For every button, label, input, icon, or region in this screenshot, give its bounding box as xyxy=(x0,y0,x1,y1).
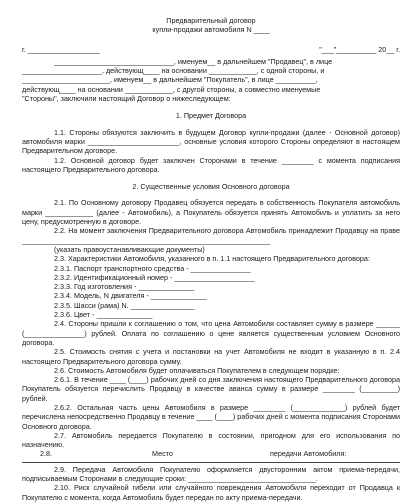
clause-1-1: 1.1. Стороны обязуются заключить в будущем Договор купли-продажи (далее - Основной договор) автомобиля марки _______________________, основные условия которого Стороны определяют в настоящем Предварительном договоре. xyxy=(22,127,400,156)
clause-2-8-number: 2.8. xyxy=(40,449,52,459)
clause-2-6-1: 2.6.1. В течение ____ (____) рабочих дней со дня заключения настоящего Предварительного договора Покупатель обязуется перечислить Продавцу в качестве аванса сумму в размере ________ (_________) рублей. xyxy=(22,375,400,403)
characteristic-item: 2.3.1. Паспорт транспортного средства - _______________ xyxy=(54,263,251,273)
clause-2-5: 2.5. Стоимость снятия с учета и постановки на учет Автомобиля не входит в указанную в п. 2.4 настоящего Предварительного договора сумму. xyxy=(22,347,400,366)
document-title: Предварительный договор xyxy=(166,16,256,25)
characteristic-item: 2.3.5. Шасси (рама) N. ________________ xyxy=(54,300,195,310)
city-date-row xyxy=(22,45,400,54)
clause-2-6: 2.6. Стоимость Автомобиля будет оплачиваться Покупателем в следующем порядке: xyxy=(54,365,340,375)
parties-preamble xyxy=(22,57,400,103)
date-field: "___"__________ 20__ г. xyxy=(319,44,400,54)
clause-2-7: 2.7. Автомобиль передается Покупателю в состоянии, пригодном для его использования по назначению. xyxy=(22,430,400,450)
preamble-line: "Стороны", заключили настоящий Договор о нижеследующем: xyxy=(22,94,231,104)
preamble-line: ______________________________, именуем__ в дальнейшем "Продавец", в лице xyxy=(54,56,333,66)
clause-2-6-2: 2.6.2. Остальная часть цены Автомобиля в размере ________ (_____________) рублей будет перечислена непосредственно Продавцу в течение ____ (____) рабочих дней с момента подписания Сторонами Основного договора. xyxy=(22,402,400,431)
section-heading: 2. Существенные условия Основного договора xyxy=(132,182,290,192)
clause-2-10: 2.10. Риск случайной гибели или случайного повреждения Автомобиля переходит от Продавца к Покупателю с момента, когда Автомобиль будет передан по акту приема-передачи. xyxy=(22,483,400,502)
vehicle-characteristics-list xyxy=(22,264,400,320)
clause-2-8 xyxy=(22,449,400,458)
clause-2-8-transfer: передачи Автомобиля: xyxy=(270,449,347,459)
clause-2-1: 2.1. По Основному договору Продавец обязуется передать в собственность Покупателя автомобиль марки ____________ (далее - Автомобиль), а Покупатель обязуется принять Автомобиль и уплатить за него цену, предусмотренную в договоре. xyxy=(22,198,400,227)
preamble-line: ______________________, именуем__ в дальнейшем "Покупатель", в лице __________, xyxy=(22,75,318,85)
characteristic-item: 2.3.3. Год изготовления - ______________ xyxy=(54,282,195,292)
clause-2-8-place: Место xyxy=(152,449,173,459)
clause-2-4: 2.4. Стороны пришли к соглашению о том, что цена Автомобиля составляет сумму в размере ______ (_______________) рублей. Оплата по соглашению о цене является существенным условием Основного договора. xyxy=(22,319,400,347)
clause-2-2-note: (указать правоустанавливающие документы) xyxy=(54,244,205,254)
clause-2-9: 2.9. Передача Автомобиля Покупателю оформляется двусторонним актом приема-передачи, подписываемым Сторонами в следующие сроки: ________________________________. xyxy=(22,464,400,484)
section-heading: 1. Предмет Договора xyxy=(175,111,247,121)
city-field: г. __________________ xyxy=(22,44,100,54)
preamble-line: действующ____ на основании ____________, с другой стороны, а совместно именуемые xyxy=(22,84,321,94)
clause-2-2: 2.2. На момент заключения Предварительного договора Автомобиль принадлежит Продавцу на праве ______________________________________________________________ xyxy=(22,226,400,245)
document-subtitle: купли-продажи автомобиля N ____ xyxy=(152,25,270,35)
clause-1-2: 1.2. Основной договор будет заключен Сторонами в течение ________ с момента подписания настоящего Предварительного договора. xyxy=(22,155,400,174)
characteristic-item: 2.3.2. Идентификационный номер - ____________________ xyxy=(54,272,255,282)
characteristic-item: 2.3.6. Цвет - ______________ xyxy=(54,310,153,320)
clause-2-3: 2.3. Характеристики Автомобиля, указанного в п. 1.1 настоящего Предварительного договора: xyxy=(54,254,370,264)
characteristic-item: 2.3.4. Модель, N двигателя - ______________ xyxy=(54,291,207,301)
fill-line xyxy=(22,462,400,463)
preamble-line: ____________________, действующ____ на основании ____________, с одной стороны, и xyxy=(22,66,325,76)
